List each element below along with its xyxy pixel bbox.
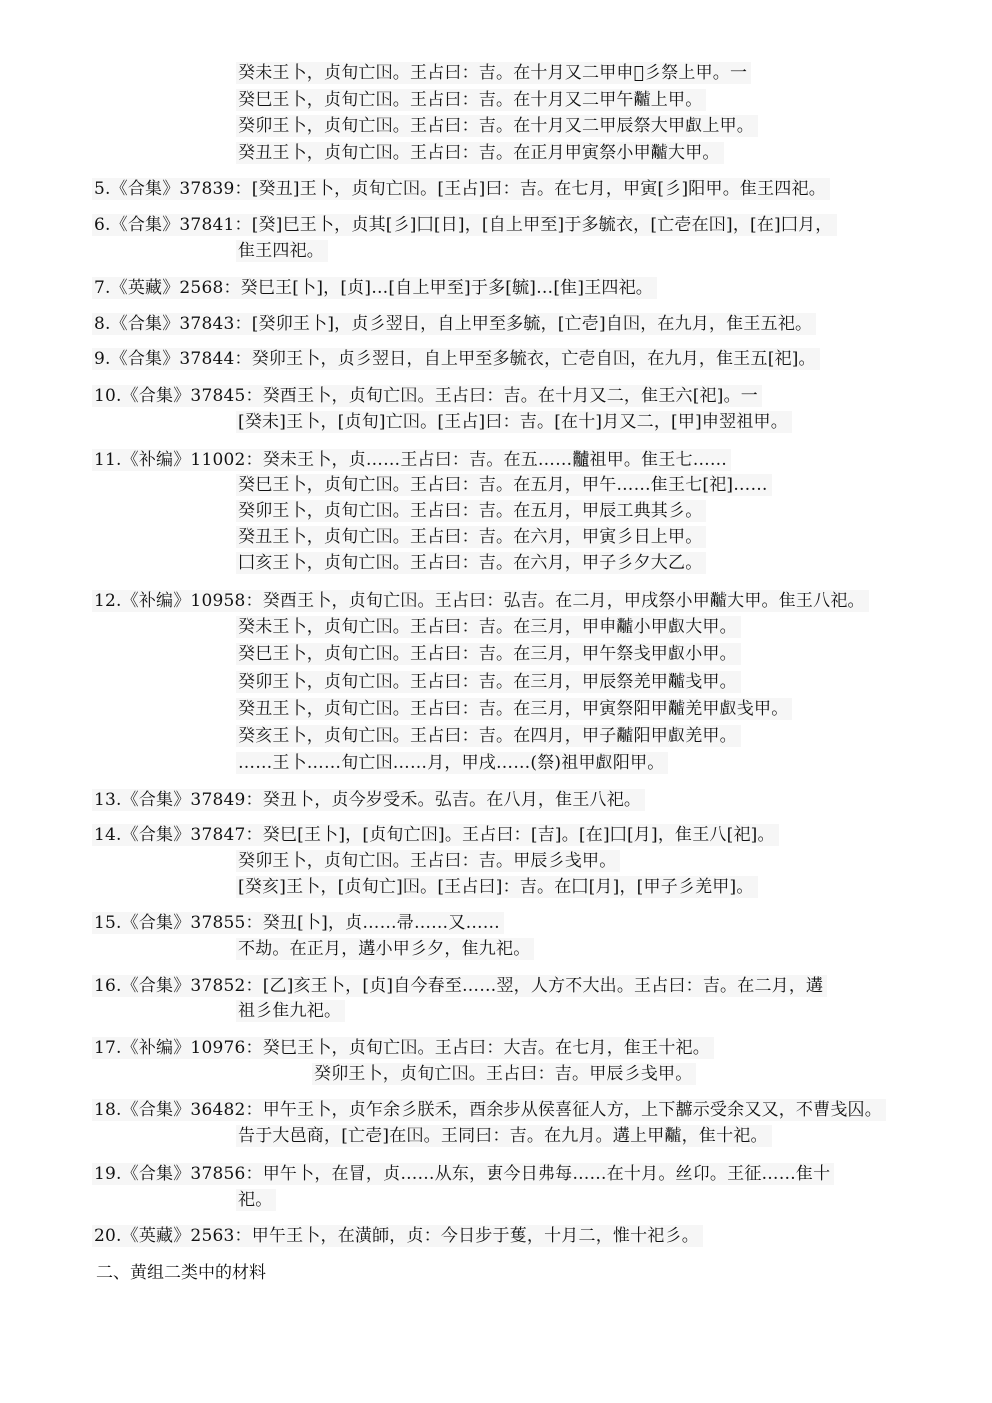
section-heading: 二、黄组二类中的材料 [96, 1263, 266, 1283]
entry-11: 11.《补编》11002：癸未王卜，贞……王占曰：吉。在五……𪓐祖甲。隹王七…… [92, 449, 731, 471]
entry-13: 13.《合集》37849：癸丑卜，贞今岁受禾。弘吉。在八月，隹王八祀。 [92, 789, 645, 811]
inscription-line: 癸丑王卜，贞旬亡𡆥。王占曰：吉。在正月甲寅祭小甲𪓐大甲。 [236, 142, 724, 164]
entry-16: 16.《合集》37852：[乙]亥王卜，[贞]自今春至……翌，人方不大出。王占曰：吉。在二月，遘 [92, 975, 827, 997]
entry-6: 6.《合集》37841：[癸]巳王卜，贞其[彡]囗[日]，[自上甲至]于多毓衣，[亡壱在𡆥]，[在]囗月， [92, 214, 837, 236]
entry-8: 8.《合集》37843：[癸卯王卜]，贞彡翌日，自上甲至多毓，[亡壱]自𡆥，在九月，隹王五祀。 [92, 313, 816, 335]
entry-18: 18.《合集》36482：甲午王卜，贞乍余彡朕禾，酉余步从侯喜征人方，上下𢅺示受余又又，不曹戋囚。 [92, 1099, 886, 1121]
inscription-line: 祖彡隹九祀。 [236, 1000, 345, 1022]
entry-10: 10.《合集》37845：癸酉王卜，贞旬亡𡆥。王占曰：吉。在十月又二，隹王六[祀]。一 [92, 385, 762, 407]
inscription-line: 隹王四祀。 [236, 240, 328, 262]
entry-19: 19.《合集》37856：甲午卜，在冒，贞……从东，叀今日弗每……在十月。丝卬。王征……隹十 [92, 1163, 834, 1185]
inscription-line: 癸卯王卜，贞旬亡𡆥。王占曰：吉。在十月又二甲辰祭大甲𠭯上甲。 [236, 115, 758, 137]
entry-5: 5.《合集》37839：[癸丑]王卜，贞旬亡𡆥。[王占]曰：吉。在七月，甲寅[彡]阳甲。隹王四祀。 [92, 178, 830, 200]
entry-7: 7.《英藏》2568：癸巳王[卜]，[贞]…[自上甲至]于多[毓]…[隹]王四祀。 [92, 277, 657, 299]
inscription-line: ……王卜……旬亡𡆥……月，甲戌……(祭)祖甲𠭯阳甲。 [236, 752, 668, 774]
inscription-line: [癸亥]王卜，[贞旬亡]𡆥。[王占曰]：吉。在囗[月]，[甲子彡羌甲]。 [236, 876, 758, 898]
entry-17: 17.《补编》10976：癸巳王卜，贞旬亡𡆥。王占曰：大吉。在七月，隹王十祀。 [92, 1037, 714, 1059]
inscription-line: 癸巳王卜，贞旬亡𡆥。王占曰：吉。在十月又二甲午𪓐上甲。 [236, 89, 706, 111]
inscription-line: 祀。 [236, 1189, 276, 1211]
inscription-line: 癸卯王卜，贞旬亡𡆥。王占曰：吉。在五月，甲辰工典其彡。 [236, 500, 706, 522]
inscription-line: 癸卯王卜，贞旬亡𡆥。王占曰：吉。甲辰彡戋甲。 [236, 850, 620, 872]
inscription-line: 癸卯王卜，贞旬亡𡆥。王占曰：吉。在三月，甲辰祭羌甲𪓐戋甲。 [236, 671, 741, 693]
inscription-line: 癸卯王卜，贞旬亡𡆥。王占曰：吉。甲辰彡戋甲。 [312, 1063, 696, 1085]
inscription-line: 癸丑王卜，贞旬亡𡆥。王占曰：吉。在三月，甲寅祭阳甲𪓐羌甲𠭯戋甲。 [236, 698, 792, 720]
inscription-line: 癸未王卜，贞旬亡𡆥。王占曰：吉。在三月，甲申𪓐小甲𠭯大甲。 [236, 616, 741, 638]
inscription-line: 癸丑王卜，贞旬亡𡆥。王占曰：吉。在六月，甲寅彡日上甲。 [236, 526, 706, 548]
entry-9: 9.《合集》37844：癸卯王卜，贞彡翌日，自上甲至多毓衣，亡壱自𡆥，在九月，隹王五[祀]。 [92, 348, 820, 370]
inscription-line: 癸亥王卜，贞旬亡𡆥。王占曰：吉。在四月，甲子𪓐阳甲𠭯羌甲。 [236, 725, 741, 747]
entry-15: 15.《合集》37855：癸丑[卜]，贞……帚……又…… [92, 912, 504, 934]
inscription-line: [癸未]王卜，[贞旬]亡𡆥。[王占]曰：吉。[在十]月又二，[甲]申翌祖甲。 [236, 411, 792, 433]
inscription-line: 告于大邑商，[亡壱]在𡆥。王同曰：吉。在九月。遘上甲𪓐，隹十祀。 [236, 1125, 772, 1147]
inscription-line: 不劫。在正月，遘小甲彡夕，隹九祀。 [236, 938, 534, 960]
inscription-line: 癸巳王卜，贞旬亡𡆥。王占曰：吉。在三月，甲午祭戋甲𠭯小甲。 [236, 643, 741, 665]
inscription-line: 癸巳王卜，贞旬亡𡆥。王占曰：吉。在五月，甲午……隹王七[祀]…… [236, 474, 772, 496]
inscription-line: 癸未王卜，贞旬亡𡆥。王占曰：吉。在十月又二甲申𦎫彡祭上甲。一 [236, 62, 751, 84]
entry-14: 14.《合集》37847：癸巳[王卜]，[贞旬亡𡆥]。王占曰：[吉]。[在]囗[月]，隹王八[祀]。 [92, 824, 779, 846]
entry-12: 12.《补编》10958：癸酉王卜，贞旬亡𡆥。王占曰：弘吉。在二月，甲戌祭小甲𪓐大甲。隹王八祀。 [92, 590, 869, 612]
entry-20: 20.《英藏》2563：甲午王卜，在潢師，贞：今日步于蒦，十月二，惟十祀彡。 [92, 1225, 703, 1247]
inscription-line: 囗亥王卜，贞旬亡𡆥。王占曰：吉。在六月，甲子彡夕大乙。 [236, 552, 706, 574]
